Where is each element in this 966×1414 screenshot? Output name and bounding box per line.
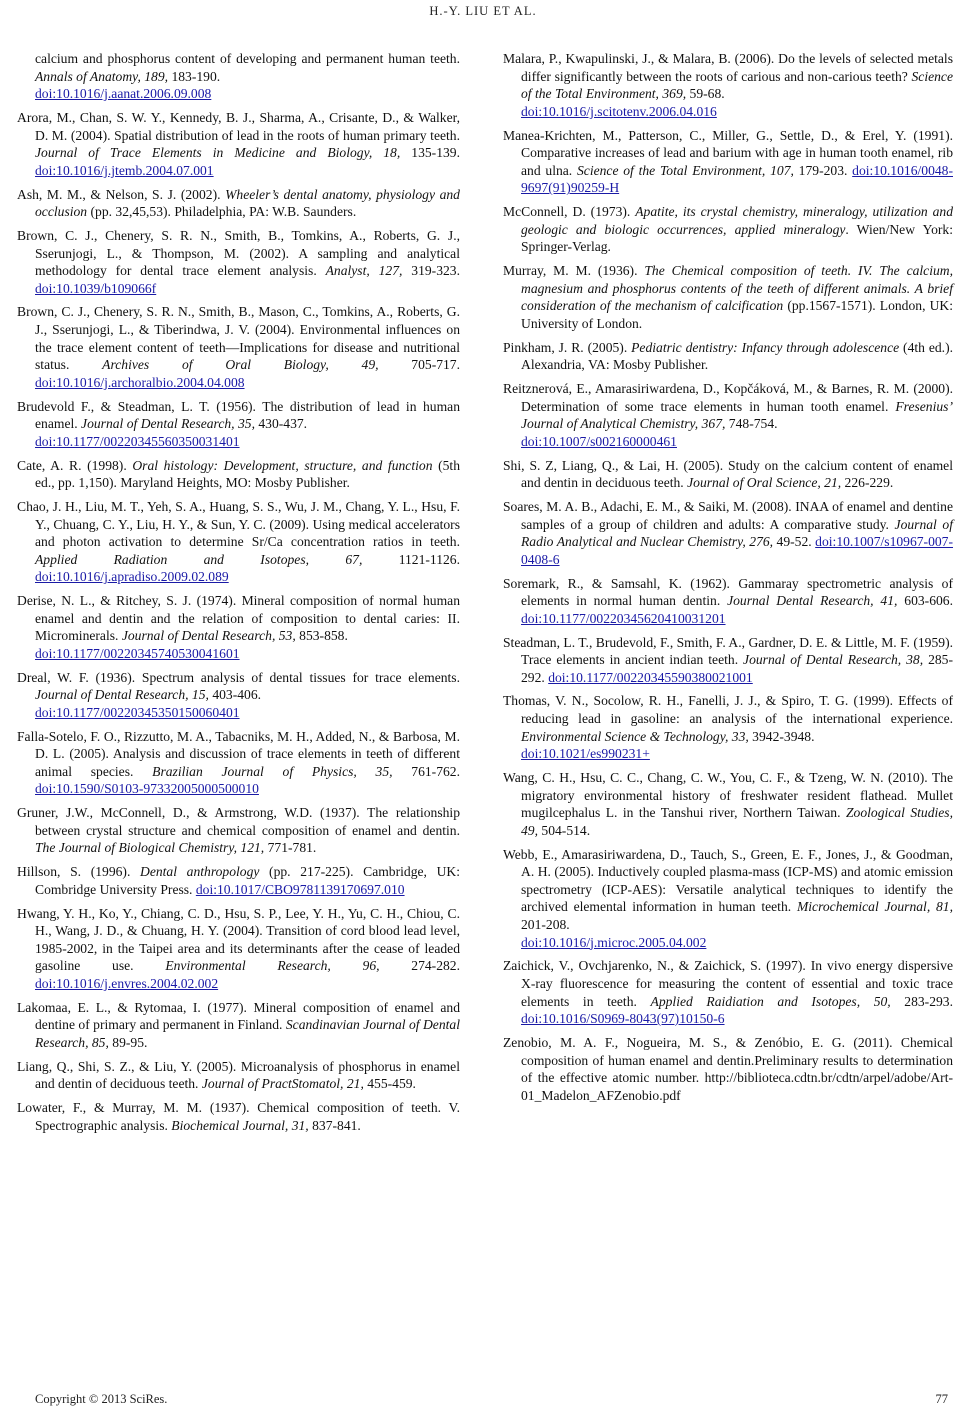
reference-text: Hillson, S. (1996). bbox=[17, 864, 140, 880]
doi-link[interactable]: doi:10.1007/s002160000461 bbox=[521, 433, 677, 449]
reference-text: Shi, S. Z, Liang, Q., & Lai, H. (2005). Study on the calcium content of enamel and dentin in deciduous teeth. bbox=[503, 457, 953, 491]
reference-entry bbox=[17, 999, 460, 1052]
reference-pages: . Wien/New York: Springer-Verlag. bbox=[521, 221, 953, 255]
doi-link[interactable]: doi:10.1016/j.jtemb.2004.07.001 bbox=[35, 162, 214, 178]
reference-text: Webb, E., Amarasiriwardena, D., Tauch, S., Green, E. F., Jones, J., & Goodman, A. H. (2005). Inductively coupled plasma-mass (ICP-MS) and atomic emission spectrometry (ICP-AES): Versatile analytical techniques to identify the archived elemental information in human teeth. bbox=[503, 846, 953, 915]
reference-source: Journal of Dental Research, 35, bbox=[81, 416, 255, 432]
reference-text: Soares, M. A. B., Adachi, E. M., & Saiki, M. (2008). INAA of enamel and dentine samples of a group of children and adults: A comparative study. bbox=[503, 498, 953, 532]
reference-entry bbox=[503, 127, 953, 197]
doi-link[interactable]: doi:10.1177/00220345740530041601 bbox=[35, 645, 240, 661]
reference-entry bbox=[17, 457, 460, 492]
reference-source: Science of the Total Environment, 107, bbox=[576, 162, 794, 178]
doi-link[interactable]: doi:10.1016/j.archoralbio.2004.04.008 bbox=[35, 374, 245, 390]
doi-link[interactable]: doi:10.1177/00220345590380021001 bbox=[548, 669, 753, 685]
reference-text: Murray, M. M. (1936). bbox=[503, 263, 645, 279]
reference-source: Science of the Total Environment, 369, bbox=[521, 68, 953, 102]
reference-text: Gruner, J.W., McConnell, D., & Armstrong, W.D. (1937). The relationship between crystal structure and chemical composition of enamel and dentin. bbox=[17, 805, 460, 838]
doi-link[interactable]: doi:10.1021/es990231+ bbox=[521, 746, 650, 762]
reference-pages: 59-68. bbox=[686, 86, 725, 102]
reference-source: Microchemical Journal, 81, bbox=[796, 899, 953, 915]
reference-pages: 3942-3948. bbox=[748, 728, 815, 744]
doi-link[interactable]: doi:10.1016/j.aanat.2006.09.008 bbox=[35, 86, 212, 102]
reference-pages: 504-514. bbox=[538, 822, 591, 838]
reference-entry bbox=[17, 50, 460, 103]
reference-text: Zenobio, M. A. F., Nogueira, M. S., & Zenóbio, E. G. (2011). Chemical composition of human enamel and dentin.Preliminary results to determination of the effective atomic number. http://biblioteca.cdtn.br/cdtn/arpel/adobe/Art-01_Madelon_AFZenobio.pdf bbox=[503, 1034, 953, 1103]
reference-source: Fresenius’ Journal of Analytical Chemistry, 367, bbox=[521, 398, 953, 432]
reference-text: Ash, M. M., & Nelson, S. J. (2002). bbox=[17, 186, 226, 202]
reference-text: Reitznerová, E., Amarasiriwardena, D., Kopčáková, M., & Barnes, R. M. (2000). Determination of some trace elements in human tooth enamel. bbox=[503, 381, 953, 414]
reference-pages: 319-323. bbox=[402, 263, 460, 279]
reference-entry bbox=[17, 303, 460, 391]
reference-pages: (pp. 32,45,53). Philadelphia, PA: W.B. Saunders. bbox=[87, 204, 357, 220]
reference-text: Malara, P., Kwapulinski, J., & Malara, B. (2006). Do the levels of selected metals differ significantly between the roots of carious and non-carious teeth? bbox=[503, 51, 953, 84]
reference-source: Journal of Oral Science, 21, bbox=[687, 475, 842, 491]
doi-link[interactable]: doi:10.1016/j.scitotenv.2006.04.016 bbox=[521, 103, 717, 119]
reference-entry bbox=[503, 1034, 953, 1104]
reference-entry bbox=[17, 1099, 460, 1134]
reference-source: Journal of Dental Research, 53, bbox=[121, 628, 296, 644]
doi-link[interactable]: doi:10.1177/00220345560350031401 bbox=[35, 433, 240, 449]
reference-pages: 403-406. bbox=[208, 687, 262, 703]
reference-text: Brown, C. J., Chenery, S. R. N., Smith, B., Mason, C., Tomkins, A., Roberts, G. J., Sserunjogi, L., & Tiberindwa, J. V. (2004). Environmental influences on the trace element content of teeth—Implications for disease and nutritional status. bbox=[17, 304, 460, 373]
reference-text: Brudevold F., & Steadman, L. T. (1956). The distribution of lead in human enamel. bbox=[17, 398, 460, 432]
reference-pages: 179-203. bbox=[793, 162, 853, 178]
reference-entry bbox=[503, 846, 953, 952]
reference-text: Falla-Sotelo, F. O., Rizzutto, M. A., Tabacniks, M. H., Added, N., & Barbosa, M. D. L. (2005). Analysis and discussion of trace elements in teeth of different animal species. bbox=[17, 728, 460, 779]
reference-entry bbox=[17, 498, 460, 586]
reference-text: Manea-Krichten, M., Patterson, C., Miller, G., Settle, D., & Erel, Y. (1991). Comparative increases of lead and barium with age in human tooth enamel, rib and ulna. bbox=[503, 127, 953, 178]
reference-pages: 603-606. bbox=[897, 593, 953, 609]
reference-pages: 853-858. bbox=[295, 628, 348, 644]
reference-source: Annals of Anatomy, 189, bbox=[35, 68, 169, 84]
page-number: 77 bbox=[935, 1392, 948, 1406]
reference-pages: 285-292. bbox=[521, 652, 953, 685]
doi-link[interactable]: doi:10.1016/j.apradiso.2009.02.089 bbox=[35, 569, 229, 585]
doi-link[interactable]: doi:10.1007/s10967-007-0408-6 bbox=[521, 534, 953, 567]
reference-source: Dental anthropology bbox=[140, 864, 260, 880]
reference-entry bbox=[503, 692, 953, 762]
reference-source: The Chemical composition of teeth. IV. The calcium, magnesium and phosphorus contents of the teeth of different animals. A brief consideration of the mechanism of calcification bbox=[521, 263, 953, 314]
reference-source: Brazilian Journal of Physics, 35, bbox=[152, 763, 393, 779]
reference-pages: 837-841. bbox=[308, 1117, 361, 1133]
reference-text: McConnell, D. (1973). bbox=[503, 204, 636, 220]
reference-pages: (5th ed., pp. 1,150). Maryland Heights, MO: Mosby Publisher. bbox=[35, 457, 461, 491]
reference-entry bbox=[17, 398, 460, 451]
running-head: H.-Y. LIU ET AL. bbox=[429, 4, 537, 18]
reference-text: Dreal, W. F. (1936). Spectrum analysis of dental tissues for trace elements. bbox=[17, 669, 460, 685]
reference-source: Biochemical Journal, 31, bbox=[171, 1117, 309, 1133]
reference-text: Hwang, Y. H., Ko, Y., Chiang, C. D., Hsu, S. P., Lee, Y. H., Yu, C. H., Chiou, C. H., Wang, J. D., & Chuang, H. Y. (2004). Transition of cord blood lead level, 1985-2002, in the Taipei area and its determinants after the cease of leaded gasoline use. bbox=[17, 905, 460, 974]
reference-entry bbox=[503, 457, 953, 492]
reference-text: Lowater, F., & Murray, M. M. (1937). Chemical composition of teeth. V. Spectrographic analysis. bbox=[17, 1100, 460, 1133]
reference-pages: (4th ed.). Alexandria, VA: Mosby Publisher. bbox=[521, 339, 953, 373]
references-right-column bbox=[503, 50, 953, 1110]
reference-pages: 49-52. bbox=[773, 534, 816, 550]
reference-source: Journal of Dental Research, 38, bbox=[743, 652, 924, 668]
copyright-notice: Copyright © 2013 SciRes. bbox=[35, 1392, 168, 1406]
reference-pages: 761-762. bbox=[392, 763, 461, 779]
reference-source: Journal of Dental Research, 15, bbox=[35, 687, 209, 703]
reference-text: Arora, M., Chan, S. W. Y., Kennedy, B. J., Sharma, A., Crisante, D., & Walker, D. M. (2004). Spatial distribution of lead in the roots of human primary teeth. bbox=[17, 109, 460, 143]
reference-entry bbox=[17, 728, 460, 798]
reference-text: calcium and phosphorus content of developing and permanent human teeth. bbox=[35, 51, 460, 66]
reference-pages: 771-781. bbox=[264, 840, 317, 856]
reference-pages: 705-717. bbox=[378, 357, 461, 373]
reference-source: Journal Dental Research, 41, bbox=[727, 593, 898, 609]
reference-entry bbox=[17, 186, 460, 221]
reference-entry bbox=[503, 380, 953, 450]
reference-entry bbox=[503, 575, 953, 628]
reference-pages: 430-437. bbox=[254, 416, 308, 432]
reference-text: Steadman, L. T., Brudevold, F., Smith, F. A., Gardner, D. E. & Little, M. F. (1959). Trace elements in ancient indian teeth. bbox=[503, 634, 953, 668]
reference-entry bbox=[17, 804, 460, 857]
references-left-column bbox=[17, 50, 460, 1140]
reference-source: Journal of Radio Analytical and Nuclear Chemistry, 276, bbox=[521, 516, 953, 550]
reference-source: Wheeler’s dental anatomy, physiology and occlusion bbox=[35, 186, 460, 220]
reference-entry bbox=[503, 50, 953, 120]
reference-source: Oral histology: Development, structure, and function bbox=[132, 457, 433, 473]
reference-source: Environmental Science & Technology, 33, bbox=[521, 728, 749, 744]
reference-text: Pinkham, J. R. (2005). bbox=[503, 339, 632, 355]
reference-pages: 455-459. bbox=[363, 1076, 416, 1092]
reference-pages: 89-95. bbox=[108, 1034, 148, 1050]
reference-text: Brown, C. J., Chenery, S. R. N., Smith, B., Tomkins, A., Roberts, G. J., Sserunjogi, L., & Thompson, M. (2002). A sampling and analytical methodology for dental trace element analysis. bbox=[17, 227, 460, 279]
reference-source: Zoological Studies, 49, bbox=[521, 805, 953, 838]
reference-entry bbox=[503, 957, 953, 1027]
reference-entry bbox=[503, 203, 953, 256]
reference-entry bbox=[17, 227, 460, 297]
reference-entry bbox=[17, 905, 460, 993]
reference-pages: (pp.1567-1571). London, UK: University of London. bbox=[521, 298, 953, 331]
reference-entry bbox=[17, 863, 460, 898]
reference-pages: 183-190. bbox=[168, 68, 221, 84]
reference-text: Chao, J. H., Liu, M. T., Yeh, S. A., Huang, S. S., Wu, J. M., Chang, Y. L., Hsu, F. Y., Chuang, C. Y., Liu, H. Y., & Sun, Y. C. (2009). Using medical accelerators and photon activation to determine Sr/Ca concentration ratios in teeth. bbox=[17, 498, 460, 550]
reference-source: Journal of PractStomatol, 21, bbox=[201, 1076, 364, 1092]
reference-pages: (pp. 217-225). Cambridge, UK: Combridge University Press. bbox=[35, 864, 460, 897]
reference-entry bbox=[17, 592, 460, 662]
reference-source: Applied Radiation and Isotopes, 67, bbox=[35, 551, 363, 567]
reference-source: Analyst, 127, bbox=[325, 263, 403, 279]
reference-source: The Journal of Biological Chemistry, 121, bbox=[35, 840, 265, 856]
reference-pages: 226-229. bbox=[841, 475, 894, 491]
reference-pages: 748-754. bbox=[725, 416, 778, 432]
doi-link[interactable]: doi:10.1016/j.envres.2004.02.002 bbox=[35, 975, 219, 991]
doi-link[interactable]: doi:10.1177/00220345350150060401 bbox=[35, 704, 240, 720]
reference-source: Archives of Oral Biology, 49, bbox=[102, 357, 379, 373]
reference-pages: 135-139. bbox=[400, 145, 460, 161]
reference-text: Zaichick, V., Ovchjarenko, N., & Zaichick, S. (1997). In vivo energy dispersive X-ray fluorescence for measuring the content of essential and toxic trace elements in teeth. bbox=[503, 958, 953, 1009]
doi-link[interactable]: doi:10.1017/CBO9781139170697.010 bbox=[195, 881, 405, 897]
reference-entry bbox=[503, 339, 953, 374]
doi-link[interactable]: doi:10.1590/S0103-97332005000500010 bbox=[35, 781, 259, 797]
reference-source: Journal of Trace Elements in Medicine and Biology, 18, bbox=[35, 145, 401, 161]
doi-link[interactable]: doi:10.1016/S0969-8043(97)10150-6 bbox=[521, 1011, 725, 1027]
reference-source: Apatite, its crystal chemistry, mineralogy, utilization and geologic and biologic occurrences, applied mineralogy bbox=[521, 204, 953, 237]
reference-pages: 1121-1126. bbox=[362, 551, 460, 567]
reference-text: Wang, C. H., Hsu, C. C., Chang, C. W., You, C. F., & Tzeng, W. N. (2010). The migratory environmental history of freshwater resident flathead. Mullet mugilcephalus L. in the Tanshui river, Northern Taiwan. bbox=[503, 770, 953, 821]
reference-source: Scandinavian Journal of Dental Research, 85, bbox=[35, 1017, 460, 1050]
reference-text: Liang, Q., Shi, S. Z., & Liu, Y. (2005). Microanalysis of phosphorus in enamel and dentin of deciduous teeth. bbox=[17, 1058, 460, 1092]
reference-text: Lakomaa, E. L., & Rytomaa, I. (1977). Mineral composition of enamel and dentine of primary and permanent in Finland. bbox=[17, 999, 460, 1033]
doi-link[interactable]: doi:10.1039/b109066f bbox=[35, 280, 157, 296]
reference-text: Soremark, R., & Samsahl, K. (1962). Gammaray spectrometric analysis of elements in normal human dentin. bbox=[503, 575, 953, 609]
doi-link[interactable]: doi:10.1177/00220345620410031201 bbox=[521, 610, 726, 626]
reference-entry bbox=[503, 498, 953, 568]
reference-entry bbox=[503, 634, 953, 687]
reference-source: Applied Raidiation and Isotopes, 50, bbox=[650, 993, 891, 1009]
reference-text: Cate, A. R. (1998). bbox=[17, 457, 133, 473]
reference-entry bbox=[17, 1058, 460, 1093]
reference-source: Environmental Research, 96, bbox=[165, 958, 380, 974]
reference-pages: 283-293. bbox=[890, 993, 953, 1009]
reference-text: Thomas, V. N., Socolow, R. H., Fanelli, J. J., & Spiro, T. G. (1999). Effects of reducing lead in gasoline: an analysis of the international experience. bbox=[503, 693, 953, 727]
reference-entry bbox=[503, 769, 953, 839]
reference-pages: 274-282. bbox=[379, 958, 460, 974]
reference-text: Derise, N. L., & Ritchey, S. J. (1974). Mineral composition of normal human enamel and dentin and the relation of composition to dental caries: II. Microminerals. bbox=[17, 593, 460, 644]
reference-entry bbox=[503, 262, 953, 332]
reference-pages: 201-208. bbox=[521, 916, 570, 932]
reference-source: Pediatric dentistry: Infancy through adolescence bbox=[631, 339, 900, 355]
reference-entry bbox=[17, 109, 460, 179]
reference-entry bbox=[17, 669, 460, 722]
doi-link[interactable]: doi:10.1016/j.microc.2005.04.002 bbox=[521, 934, 707, 950]
doi-link[interactable]: doi:10.1016/0048-9697(91)90259-H bbox=[521, 162, 953, 196]
